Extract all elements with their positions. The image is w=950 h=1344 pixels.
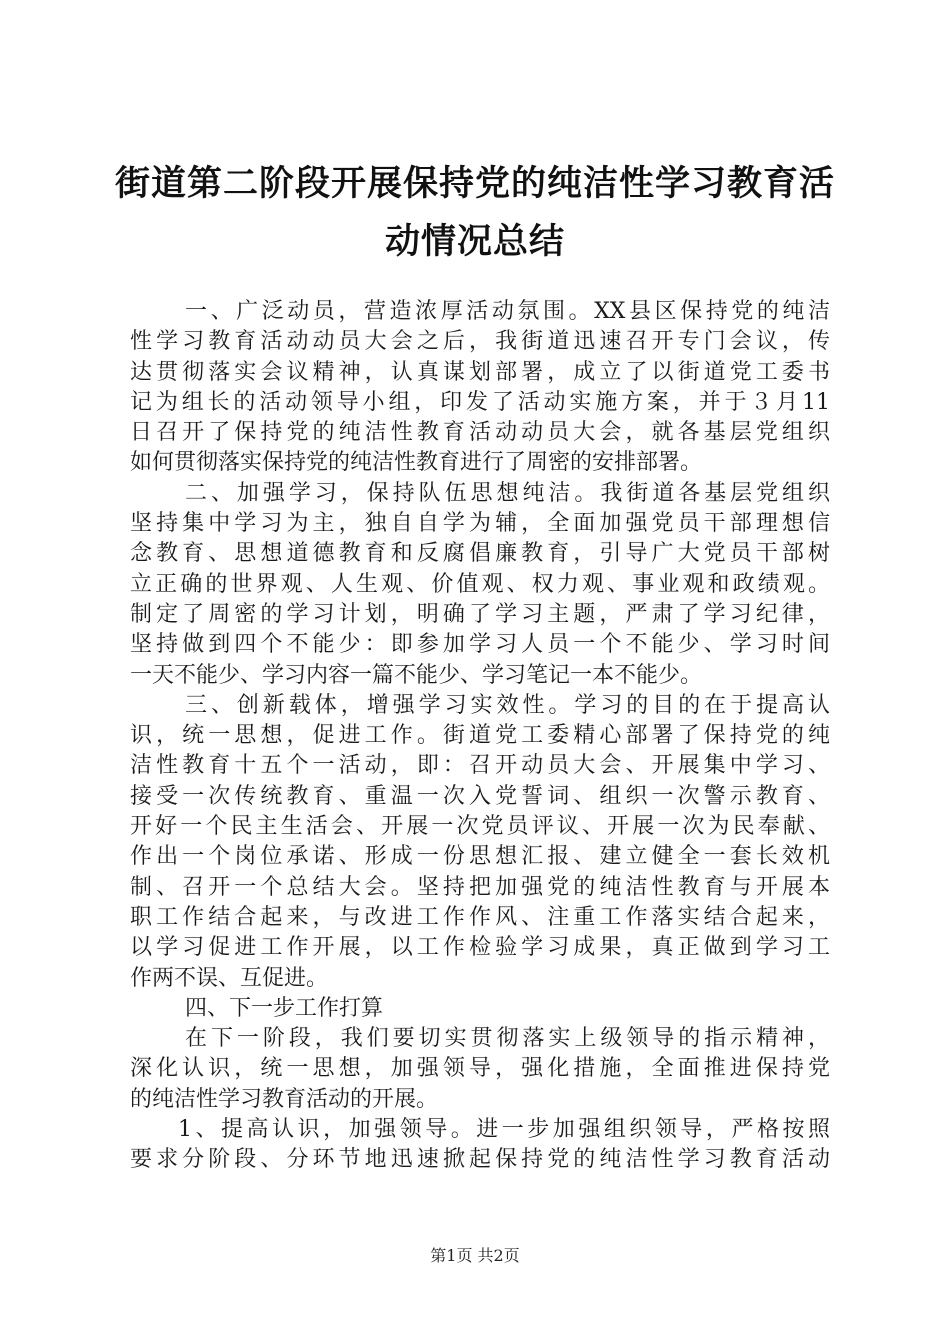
paragraph-line: 坚持做到四个不能少：即参加学习人员一个不能少、学习时间 — [130, 632, 830, 658]
paragraph-line: 立正确的世界观、人生观、价值观、权力观、事业观和政绩观。 — [130, 571, 830, 597]
paragraph-line: 坚持集中学习为主，独自自学为辅，全面加强党员干部理想信 — [130, 511, 830, 537]
paragraph-line: 三、创新载体，增强学习实效性。学习的目的在于提高认 — [185, 692, 830, 718]
paragraph-line: 日召开了保持党的纯洁性教育活动动员大会，就各基层党组织 — [130, 420, 830, 446]
paragraph-line: 记为组长的活动领导小组，印发了活动实施方案，并于３月11 — [130, 389, 830, 415]
paragraph-line: 一天不能少、学习内容一篇不能少、学习笔记一本不能少。 — [130, 662, 703, 688]
paragraph-line: 二、加强学习，保持队伍思想纯洁。我街道各基层党组织 — [185, 480, 830, 506]
paragraph-line: 职工作结合起来，与改进工作作风、注重工作落实结合起来， — [130, 904, 830, 930]
section-heading: 四、下一步工作打算 — [185, 995, 384, 1021]
paragraph-line: 作两不误、互促进。 — [130, 965, 329, 991]
document-title-line-2: 动情况总结 — [384, 222, 565, 262]
paragraph-line: 在下一阶段，我们要切实贯彻落实上级领导的指示精神， — [185, 1026, 830, 1052]
paragraph-line: 深化认识，统一思想，加强领导，强化措施，全面推进保持党 — [130, 1056, 830, 1082]
document-title-line-1: 街道第二阶段开展保持党的纯洁性学习教育活 — [114, 164, 835, 204]
paragraph-line: 制、召开一个总结大会。坚持把加强党的纯洁性教育与开展本 — [130, 874, 830, 900]
paragraph-line: 作出一个岗位承诺、形成一份思想汇报、建立健全一套长效机 — [130, 844, 830, 870]
paragraph-line: 识，统一思想，促进工作。街道党工委精心部署了保持党的纯 — [130, 723, 830, 749]
paragraph-line: 达贯彻落实会议精神，认真谋划部署，成立了以街道党工委书 — [130, 359, 830, 385]
paragraph-line: 一、广泛动员，营造浓厚活动氛围。XX县区保持党的纯洁 — [185, 299, 830, 324]
paragraph-line: 性学习教育活动动员大会之后，我街道迅速召开专门会议，传 — [130, 329, 830, 355]
paragraph-line: 的纯洁性学习教育活动的开展。 — [130, 1086, 439, 1112]
paragraph-line: 以学习促进工作开展，以工作检验学习成果，真正做到学习工 — [130, 935, 830, 961]
paragraph-line: 念教育、思想道德教育和反腐倡廉教育，引导广大党员干部树 — [130, 541, 830, 567]
paragraph-line: 制定了周密的学习计划，明确了学习主题，严肃了学习纪律， — [130, 601, 830, 627]
page-number-footer: 第1页 共2页 — [430, 1246, 520, 1265]
paragraph-line: 洁性教育十五个一活动，即：召开动员大会、开展集中学习、 — [130, 753, 830, 779]
paragraph-line: 如何贯彻落实保持党的纯洁性教育进行了周密的安排部署。 — [130, 450, 703, 476]
paragraph-line: 1、提高认识，加强领导。进一步加强组织领导，严格按照 — [178, 1117, 830, 1143]
document-body — [130, 297, 830, 1176]
paragraph-line: 接受一次传统教育、重温一次入党誓词、组织一次警示教育、 — [130, 783, 830, 809]
paragraph-line: 开好一个民主生活会、开展一次党员评议、开展一次为民奉献、 — [130, 814, 830, 840]
paragraph-line: 要求分阶段、分环节地迅速掀起保持党的纯洁性学习教育活动 — [130, 1147, 830, 1173]
